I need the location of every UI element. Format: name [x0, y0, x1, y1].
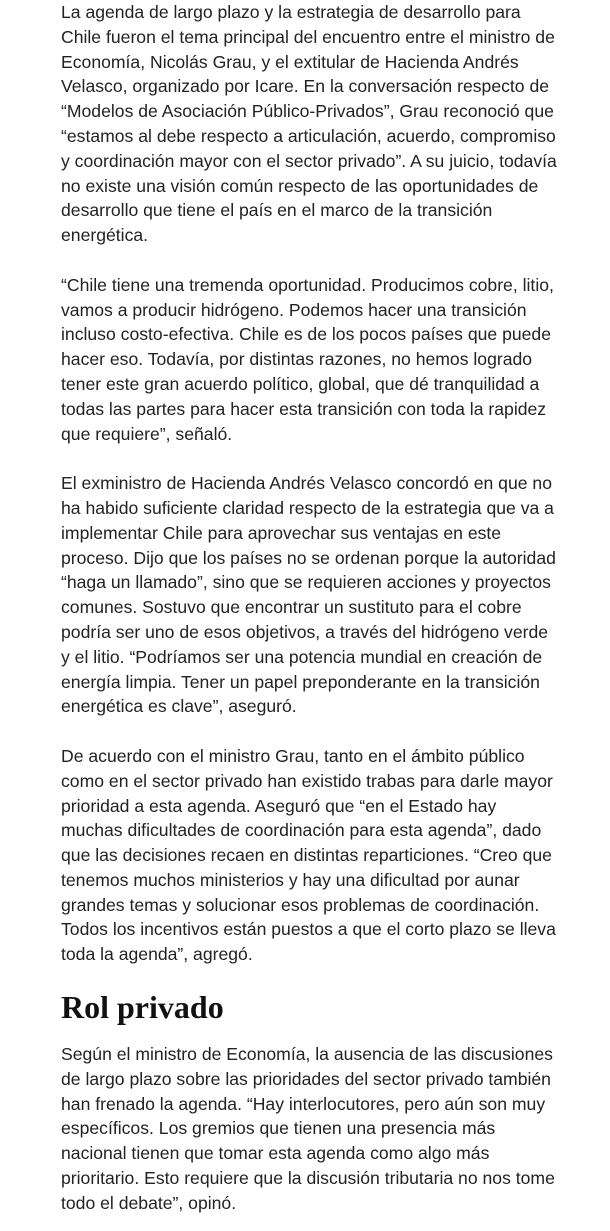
section-heading: Rol privado — [61, 989, 224, 1026]
article-paragraph-1: La agenda de largo plazo y la estrategia de desarrollo para Chile fueron el tema principal del encuentro entre el ministro de Economía, Nicolás Grau, y el extitular de Hacienda Andrés Velasco, organizado por Icare. En la conversación respecto de “Modelos de Asociación Público-Privados”, Grau reconoció que “estamos al debe respecto a articulación, acuerdo, compromiso y coordinación mayor con el sector privado”. A su juicio, todavía no existe una visión común respecto de las oportunidades de desarrollo que tiene el país en el marco de la transición energética. — [61, 2, 557, 246]
article-body — [61, 0, 561, 1216]
article-paragraph-2: “Chile tiene una tremenda oportunidad. Producimos cobre, litio, vamos a producir hidrógeno. Podemos hacer una transición incluso costo-efectiva. Chile es de los pocos países que puede hacer eso. Todavía, por distintas razones, no hemos logrado tener este gran acuerdo político, global, que dé tranquilidad a todas las partes para hacer esta transición con toda la rapidez que requiere”, señaló. — [61, 274, 554, 444]
article-paragraph-5: Según el ministro de Economía, la ausencia de las discusiones de largo plazo sobre las prioridades del sector privado también han frenado la agenda. “Hay interlocutores, pero aún son muy específicos. Los gremios que tienen una presencia más nacional tienen que tomar esta agenda como algo más prioritario. Esto requiere que la discusión tributaria no nos tome todo el debate”, opinó. — [61, 1044, 555, 1213]
article-paragraph-3: El exministro de Hacienda Andrés Velasco concordó en que no ha habido suficiente claridad respecto de la estrategia que va a implementar Chile para aprovechar sus ventajas en este proceso. Dijo que los países no se ordenan porque la autoridad “haga un llamado”, sino que se requieren acciones y proyectos comunes. Sostuvo que encontrar un sustituto para el cobre podría ser uno de esos objetivos, a través del hidrógeno verde y el litio. “Podríamos ser una potencia mundial en creación de energía limpia. Tener un papel preponderante en la transición energética es clave”, aseguró. — [61, 473, 556, 717]
article-paragraph-4: De acuerdo con el ministro Grau, tanto en el ámbito público como en el sector privado han existido trabas para darle mayor prioridad a esta agenda. Aseguró que “en el Estado hay muchas dificultades de coordinación para esta agenda”, dado que las decisiones recaen en distintas reparticiones. “Creo que tenemos muchos ministerios y hay una dificultad por aunar grandes temas y solucionar esos problemas de coordinación. Todos los incentivos están puestos a que el corto plazo se lleva toda la agenda”, agregó. — [61, 745, 556, 965]
